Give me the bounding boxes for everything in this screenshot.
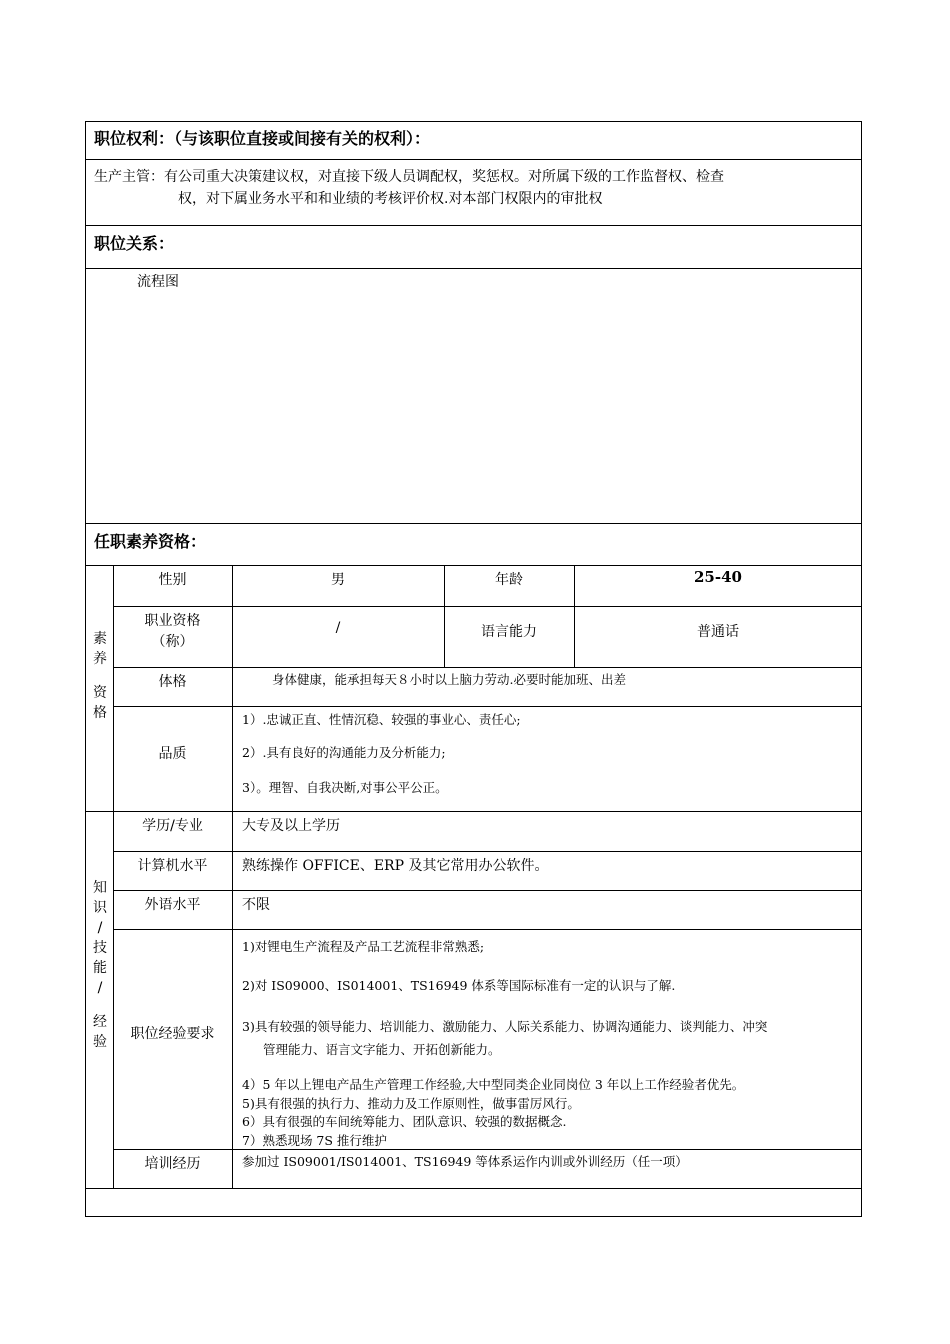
- experience-item: 1)对锂电生产流程及产品工艺流程非常熟悉;: [242, 939, 485, 954]
- education-label: 学历/专业: [142, 818, 203, 834]
- experience-item: 6）具有很强的车间统筹能力、团队意识、较强的数据概念.: [242, 1114, 567, 1129]
- experience-item-continued: 管理能力、语言文字能力、开拓创新能力。: [263, 1042, 501, 1057]
- quality-item: 2）.具有良好的沟通能力及分析能力;: [242, 745, 446, 760]
- experience-item: 4）5 年以上锂电产品生产管理工作经验,大中型同类企业同岗位 3 年以上工作经验者优先。: [242, 1077, 745, 1092]
- quality-label: 品质: [158, 746, 187, 762]
- rights-heading: 职位权利：（与该职位直接或间接有关的权利）：: [94, 129, 431, 148]
- row-divider: [113, 851, 862, 852]
- gender-label: 性别: [158, 572, 187, 588]
- row-divider: [113, 667, 862, 668]
- relations-heading: 职位关系：: [94, 234, 175, 253]
- experience-item: 7）熟悉现场 7S 推行维护: [242, 1133, 387, 1148]
- physique-label: 体格: [158, 674, 187, 690]
- group-label-qualities: 素 养 资 格: [93, 631, 107, 721]
- computer-label: 计算机水平: [137, 858, 208, 874]
- row-divider: [113, 606, 862, 607]
- rights-text-line-2: 权，对下属业务水平和和业绩的考核评价权.对本部门权限内的审批权: [178, 191, 603, 207]
- experience-item: 3)具有较强的领导能力、培训能力、激励能力、人际关系能力、协调沟通能力、谈判能力、冲突: [242, 1019, 768, 1034]
- age-value: 25-40: [694, 568, 742, 586]
- experience-label: 职位经验要求: [130, 1026, 215, 1042]
- quality-item: 1）.忠诚正直、性情沉稳、较强的事业心、责任心;: [242, 712, 521, 727]
- gender-value: 男: [331, 572, 345, 588]
- foreign-language-label: 外语水平: [144, 897, 201, 913]
- row-divider: [85, 268, 862, 269]
- qualification-heading: 任职素养资格：: [94, 532, 207, 551]
- language-value: 普通话: [697, 624, 739, 640]
- language-label: 语言能力: [481, 624, 537, 640]
- experience-item: 5)具有很强的执行力、推动力及工作原则性，做事雷厉风行。: [242, 1096, 580, 1111]
- flowchart-label: 流程图: [137, 274, 179, 290]
- row-divider: [85, 811, 862, 812]
- experience-item: 2)对 IS09000、IS014001、TS16949 体系等国际标准有一定的认识与了解.: [242, 978, 676, 993]
- row-divider: [85, 225, 862, 226]
- rights-text-line-1: 生产主管：有公司重大决策建议权，对直接下级人员调配权，奖惩权。对所属下级的工作监督权、检查: [94, 169, 724, 185]
- computer-value: 熟练操作 OFFICE、ERP 及其它常用办公软件。: [242, 858, 549, 874]
- prof-label-line-1: 职业资格: [144, 613, 201, 629]
- education-value: 大专及以上学历: [242, 818, 340, 834]
- row-divider: [85, 565, 862, 566]
- row-divider: [85, 1188, 862, 1189]
- row-divider: [113, 890, 862, 891]
- row-divider: [113, 706, 862, 707]
- age-label: 年龄: [495, 572, 523, 588]
- row-divider: [113, 929, 862, 930]
- group-label-knowledge: 知 识 / 技 能 / 经 验: [93, 880, 107, 1050]
- column-divider: [113, 565, 114, 1188]
- quality-item: 3）。理智、自我决断,对事公平公正。: [242, 780, 448, 795]
- row-divider: [85, 159, 862, 160]
- training-label: 培训经历: [144, 1156, 201, 1172]
- prof-label-line-2: （称）: [151, 634, 194, 650]
- row-divider: [85, 523, 862, 524]
- foreign-language-value: 不限: [242, 897, 270, 913]
- prof-value: /: [335, 620, 341, 636]
- row-divider: [113, 1149, 862, 1150]
- physique-value: 身体健康，能承担每天８小时以上脑力劳动.必要时能加班、出差: [272, 672, 626, 687]
- training-value: 参加过 IS09001/IS014001、TS16949 等体系运作内训或外训经历（任一项）: [242, 1154, 688, 1169]
- column-divider: [232, 565, 233, 1188]
